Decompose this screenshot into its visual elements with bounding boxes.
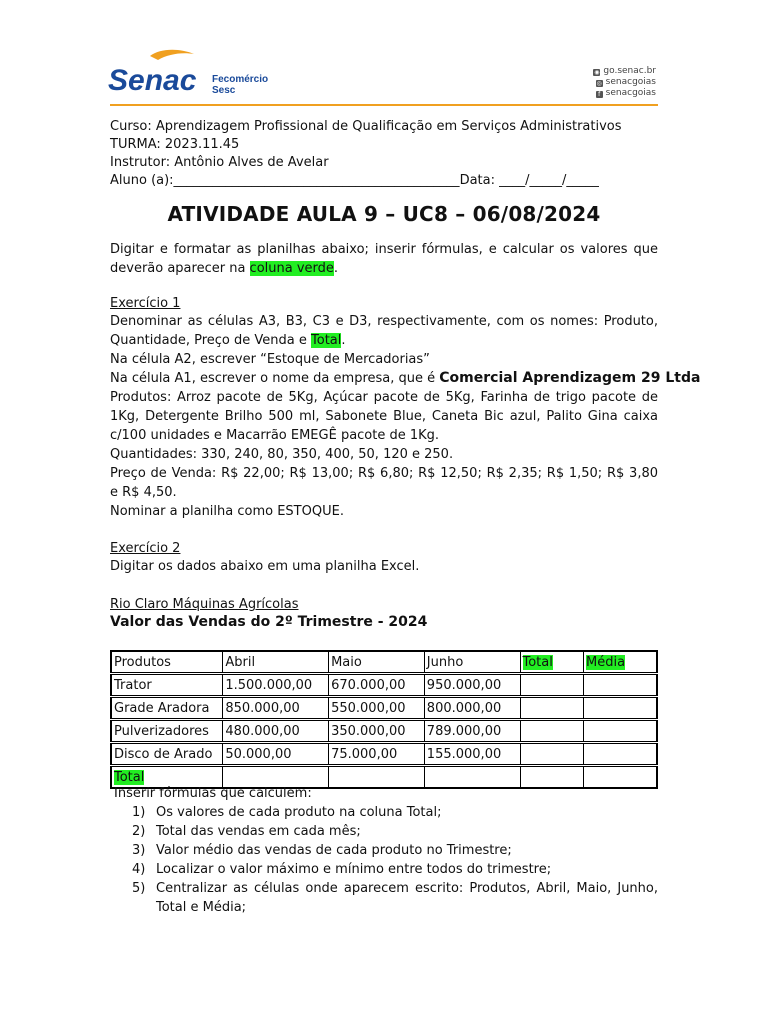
table-cell: Trator (111, 674, 223, 697)
info-instrutor: Instrutor: Antônio Alves de Avelar (110, 155, 329, 170)
table-cell: 1.500.000,00 (223, 674, 329, 697)
table-subtitle: Valor das Vendas do 2º Trimestre - 2024 (110, 614, 428, 630)
table-cell (520, 743, 583, 766)
facebook-icon: f (596, 91, 603, 98)
exercise-2-intro: Digitar os dados abaixo em uma planilha Excel. (110, 559, 420, 574)
table-cell: 670.000,00 (329, 674, 425, 697)
table-row (111, 720, 657, 743)
globe-icon: ◉ (594, 69, 600, 76)
logo-sesc: Sesc (212, 85, 236, 96)
instructions-list (110, 803, 658, 917)
green-column-highlight: coluna verde (249, 261, 334, 276)
instagram-icon: ◎ (596, 80, 602, 87)
table-cell: Pulverizadores (111, 720, 223, 743)
table-cell (520, 720, 583, 743)
table-cell: 550.000,00 (329, 697, 425, 720)
table-cell (583, 697, 657, 720)
exercise-1-heading: Exercício 1 (110, 296, 181, 311)
total-highlight: Total (311, 333, 342, 348)
table-cell (520, 674, 583, 697)
logo-fecomercio: Fecomércio (212, 74, 269, 85)
exercise-1-a1: Na célula A1, escrever o nome da empresa, que é Comercial Aprendizagem 29 Ltda (110, 370, 701, 386)
page-title: ATIVIDADE AULA 9 – UC8 – 06/08/2024 (167, 202, 601, 226)
info-aluno: Aluno (a):____________________________________________Data: ____/_____/_____ (110, 173, 599, 188)
header-cell-total: Total (520, 651, 583, 674)
social-website[interactable]: ◉ go.senac.br (594, 66, 656, 76)
table-cell: 155.000,00 (424, 743, 520, 766)
table-cell: 350.000,00 (329, 720, 425, 743)
social-facebook[interactable]: f senacgoias (596, 88, 656, 98)
table-cell: 75.000,00 (329, 743, 425, 766)
list-item: 5) Centralizar as células onde aparecem escrito: Produtos, Abril, Maio, Junho, Total e Média; (132, 881, 658, 915)
table-cell: 789.000,00 (424, 720, 520, 743)
table-cell: 480.000,00 (223, 720, 329, 743)
table-cell (520, 766, 583, 789)
company-name: Comercial Aprendizagem 29 Ltda (439, 370, 701, 386)
table-cell (424, 766, 520, 789)
intro-paragraph: Digitar e formatar as planilhas abaixo; inserir fórmulas, e calcular os valores que deverão aparecer na coluna verde. (110, 242, 658, 276)
exercise-2-heading: Exercício 2 (110, 541, 181, 556)
sales-table (110, 650, 658, 789)
table-company: Rio Claro Máquinas Agrícolas (110, 597, 299, 612)
table-row (111, 674, 657, 697)
table-cell (520, 697, 583, 720)
exercise-1-quantities: Quantidades: 330, 240, 80, 350, 400, 50, 120 e 250. (110, 447, 454, 462)
header-cell-media: Média (583, 651, 657, 674)
table-cell (583, 720, 657, 743)
table-cell (583, 674, 657, 697)
header-cell-abril: Abril (223, 651, 329, 674)
table-row (111, 743, 657, 766)
senac-logo (108, 48, 283, 98)
table-cell: 850.000,00 (223, 697, 329, 720)
table-cell (583, 766, 657, 789)
table-cell (329, 766, 425, 789)
exercise-1-sheet-name: Nominar a planilha como ESTOQUE. (110, 504, 344, 519)
exercise-1-products: Produtos: Arroz pacote de 5Kg, Açúcar pacote de 5Kg, Farinha de trigo pacote de 1Kg, Detergente Brilho 500 ml, Sabonete Blue, Caneta Bic azul, Palito Gina caixa c/100 unidades e Macarrão EMEGÊ pacote de 1Kg. (110, 390, 658, 443)
instructions-lead: Inserir fórmulas que calculem: (114, 786, 312, 801)
table-cell: 950.000,00 (424, 674, 520, 697)
table-row (111, 697, 657, 720)
table-cell: Grade Aradora (111, 697, 223, 720)
table-cell: 50.000,00 (223, 743, 329, 766)
exercise-1-prices: Preço de Venda: R$ 22,00; R$ 13,00; R$ 6,80; R$ 12,50; R$ 2,35; R$ 1,50; R$ 3,80 e R$ 4,50. (110, 466, 658, 500)
list-item: 4) Localizar o valor máximo e mínimo entre todos do trimestre; (132, 862, 552, 877)
exercise-1-a2: Na célula A2, escrever “Estoque de Mercadorias” (110, 352, 430, 367)
table-cell (583, 743, 657, 766)
list-item: 3) Valor médio das vendas de cada produto no Trimestre; (132, 843, 512, 858)
header-cell-produtos: Produtos (111, 651, 223, 674)
table-cell: 800.000,00 (424, 697, 520, 720)
header-cell-junho: Junho (424, 651, 520, 674)
header-cell-maio: Maio (329, 651, 425, 674)
header-divider (110, 104, 658, 106)
list-item: 1) Os valores de cada produto na coluna Total; (132, 805, 442, 820)
social-instagram[interactable]: ◎ senacgoias (596, 77, 656, 87)
list-item: 2) Total das vendas em cada mês; (132, 824, 361, 839)
table-header-row (111, 651, 657, 674)
table-cell: Disco de Arado (111, 743, 223, 766)
info-turma: TURMA: 2023.11.45 (110, 137, 240, 152)
exercise-1-cells: Denominar as células A3, B3, C3 e D3, respectivamente, com os nomes: Produto, Quantidade, Preço de Venda e Total. (110, 314, 658, 348)
info-curso: Curso: Aprendizagem Profissional de Qualificação em Serviços Administrativos (110, 119, 622, 134)
table-cell-total-label: Total (111, 766, 223, 789)
logo-wordmark: Senac (108, 64, 197, 97)
